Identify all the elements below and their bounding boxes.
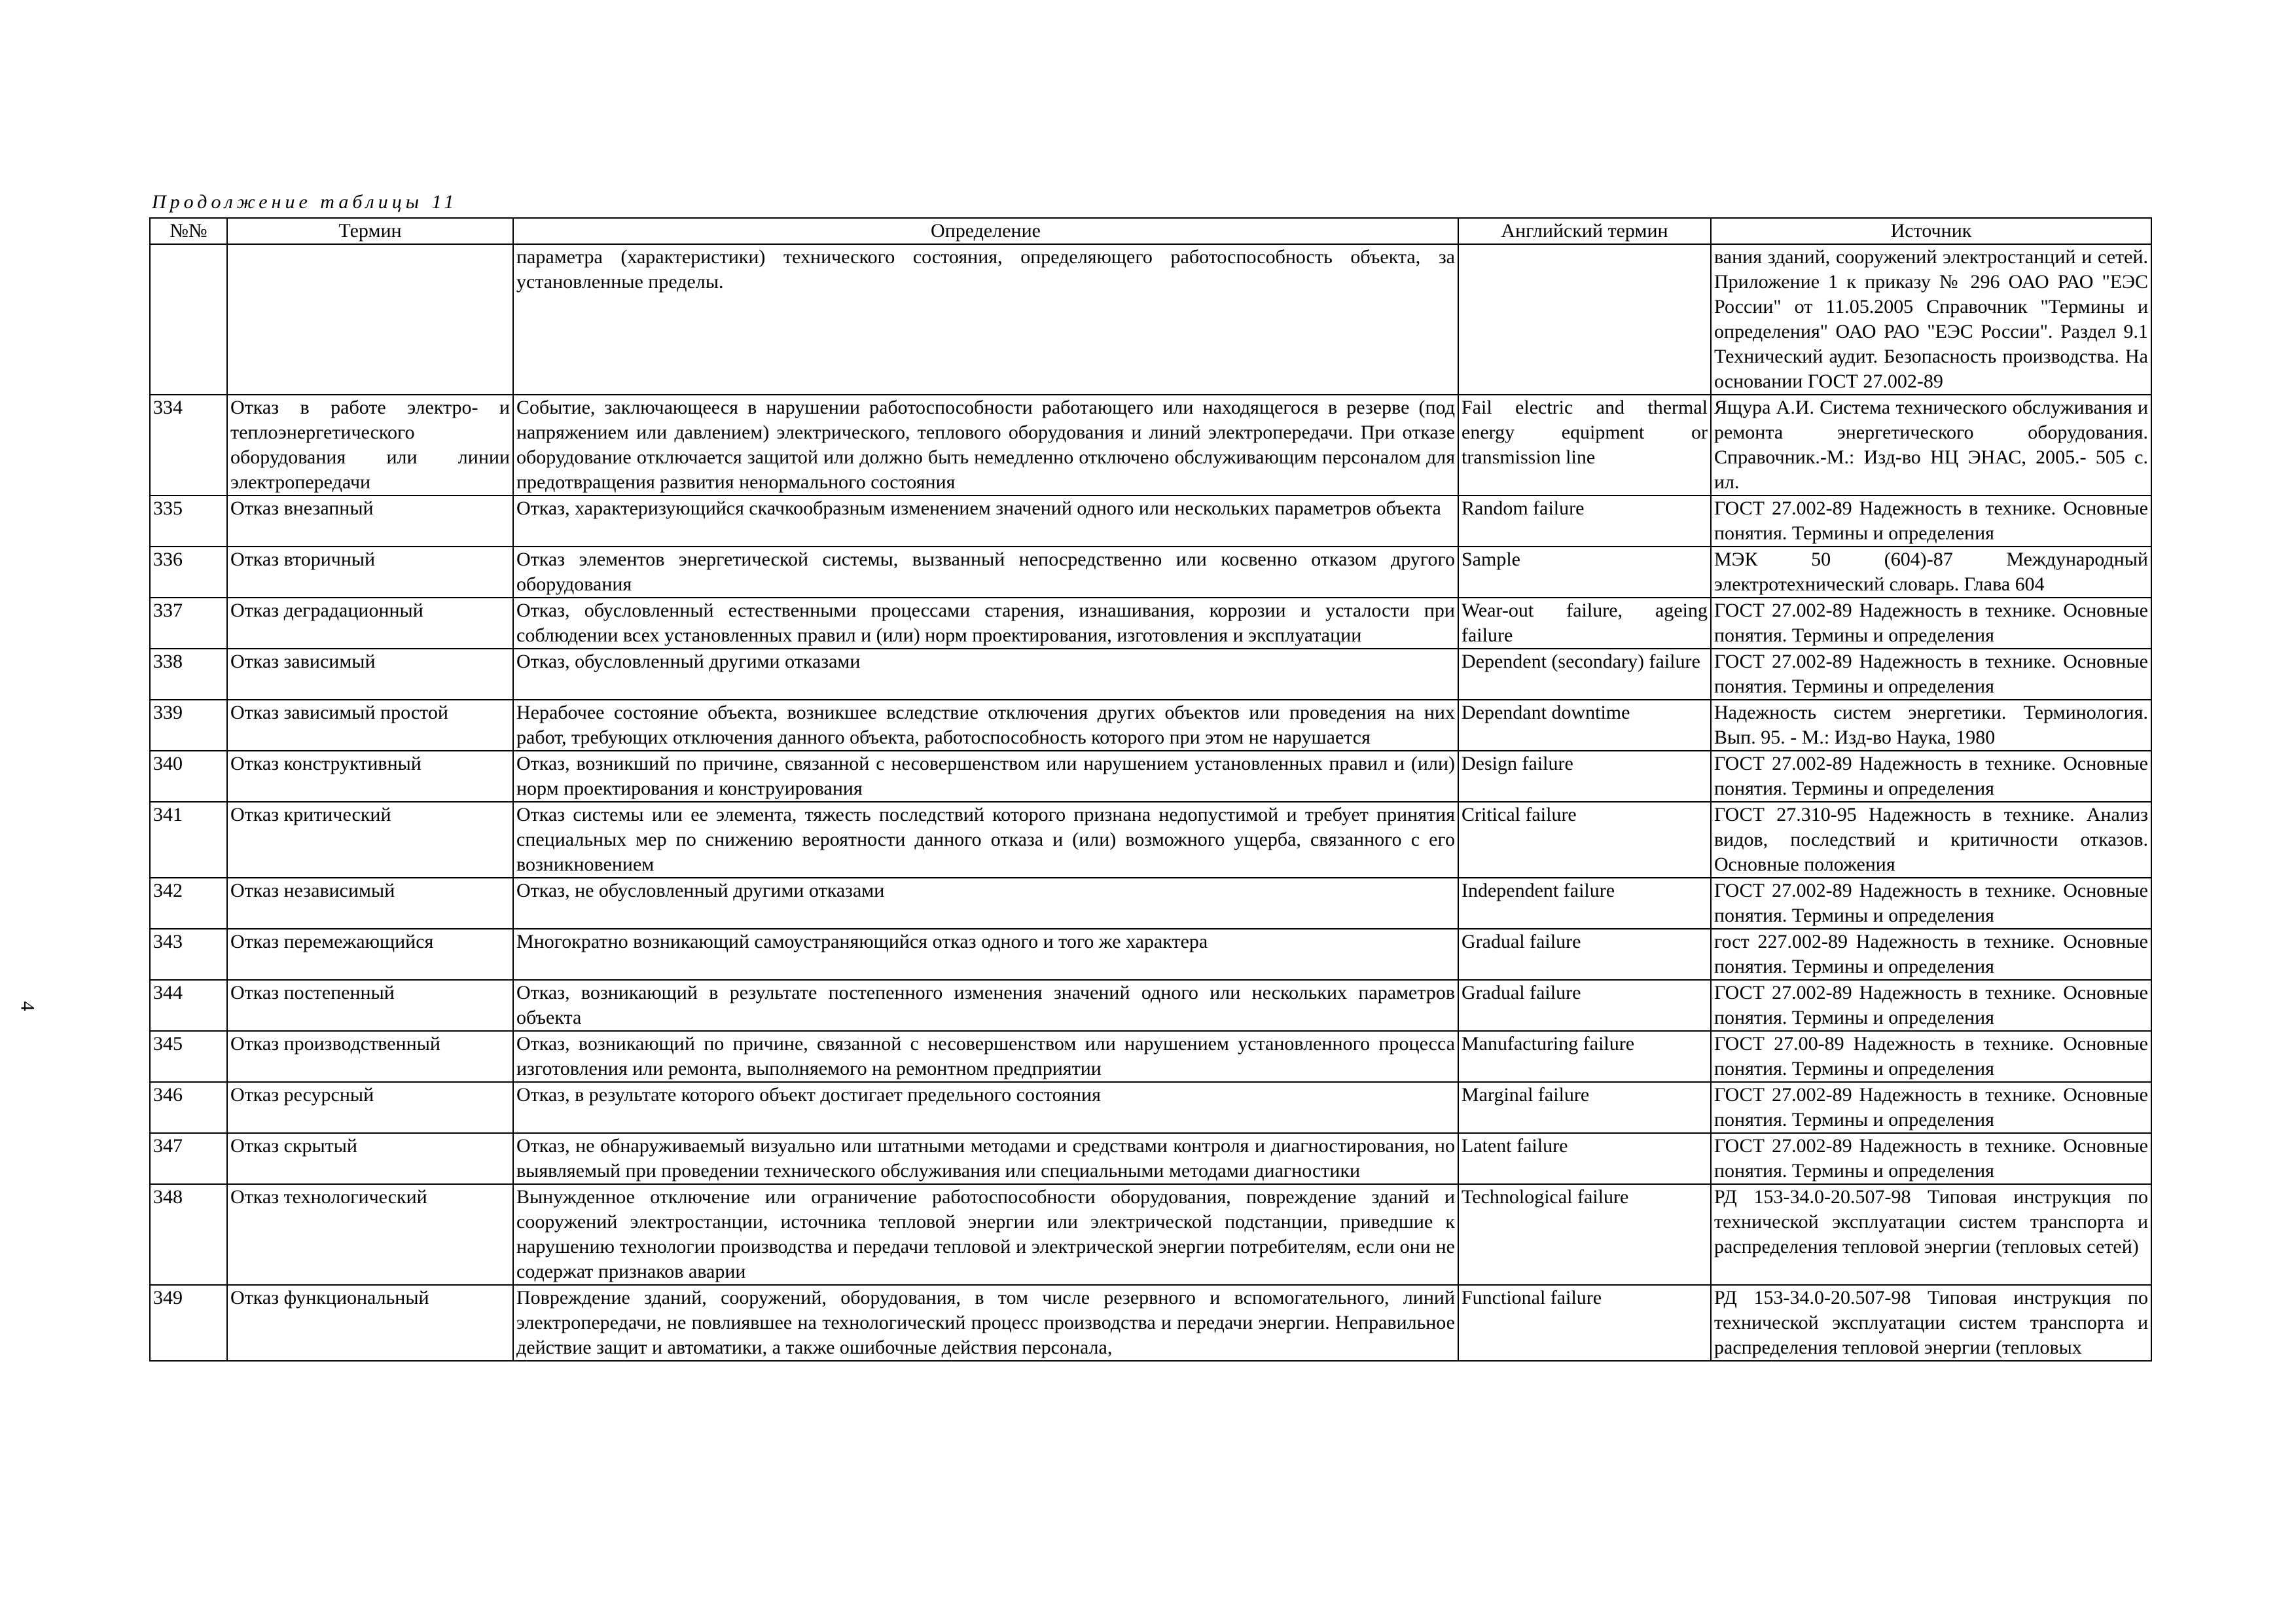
cell-number: 346 [150, 1082, 227, 1133]
cell-definition: Отказ, обусловленный естественными процессами старения, изнашивания, коррозии и усталости при соблюдении всех установленных правил и (или) норм проектирования, изготовления и эксплуатации [513, 598, 1458, 649]
cell-source: ГОСТ 27.002-89 Надежность в технике. Основные понятия. Термины и определения [1711, 1082, 2151, 1133]
table-row [150, 878, 2151, 929]
cell-definition: Событие, заключающееся в нарушении работоспособности работающего или находящегося в резерве (под напряжением или давлением) электрического, теплового оборудования и линий электропередачи. При отказе оборудование отключается защитой или должно быть немедленно отключено обслуживающим персоналом для предотвращения развития ненормального состояния [513, 395, 1458, 496]
cell-term: Отказ независимый [227, 878, 513, 929]
table-row [150, 929, 2151, 980]
cell-source: Надежность систем энергетики. Терминология. Вып. 95. - М.: Изд-во Наука, 1980 [1711, 700, 2151, 751]
cell-term [227, 244, 513, 395]
cell-english-term: Sample [1458, 547, 1711, 598]
cell-source: ГОСТ 27.002-89 Надежность в технике. Основные понятия. Термины и определения [1711, 751, 2151, 802]
table-row [150, 598, 2151, 649]
table-row [150, 980, 2151, 1031]
cell-definition: Повреждение зданий, сооружений, оборудования, в том числе резервного и вспомогательного, линий электропередачи, не повлиявшее на технологический процесс производства и передачи энергии. Неправильное действие защит и автоматики, а также ошибочные действия персонала, [513, 1285, 1458, 1361]
cell-english-term: Gradual failure [1458, 980, 1711, 1031]
cell-english-term: Manufacturing failure [1458, 1031, 1711, 1082]
cell-source: ГОСТ 27.002-89 Надежность в технике. Основные понятия. Термины и определения [1711, 649, 2151, 700]
cell-english-term: Wear-out failure, ageing failure [1458, 598, 1711, 649]
cell-term: Отказ критический [227, 802, 513, 878]
cell-definition: Отказ, возникающий по причине, связанной с несовершенством или нарушением установленного процесса изготовления или ремонта, выполняемого на ремонтном предприятии [513, 1031, 1458, 1082]
header-term: Термин [227, 218, 513, 244]
cell-number: 347 [150, 1133, 227, 1184]
table-row [150, 649, 2151, 700]
cell-term: Отказ внезапный [227, 496, 513, 547]
cell-source: ГОСТ 27.002-89 Надежность в технике. Основные понятия. Термины и определения [1711, 980, 2151, 1031]
cell-number: 335 [150, 496, 227, 547]
cell-english-term: Gradual failure [1458, 929, 1711, 980]
table-row [150, 802, 2151, 878]
table-row [150, 547, 2151, 598]
cell-definition: Многократно возникающий самоустраняющийся отказ одного и того же характера [513, 929, 1458, 980]
cell-definition: Отказ, обусловленный другими отказами [513, 649, 1458, 700]
cell-term: Отказ скрытый [227, 1133, 513, 1184]
cell-source: ГОСТ 27.002-89 Надежность в технике. Основные понятия. Термины и определения [1711, 598, 2151, 649]
cell-term: Отказ технологический [227, 1184, 513, 1285]
cell-definition: Отказ, в результате которого объект достигает предельного состояния [513, 1082, 1458, 1133]
cell-english-term: Dependant downtime [1458, 700, 1711, 751]
cell-source: ГОСТ 27.002-89 Надежность в технике. Основные понятия. Термины и определения [1711, 496, 2151, 547]
cell-number: 349 [150, 1285, 227, 1361]
cell-source: ГОСТ 27.002-89 Надежность в технике. Основные понятия. Термины и определения [1711, 1133, 2151, 1184]
cell-english-term: Random failure [1458, 496, 1711, 547]
cell-english-term: Dependent (secondary) failure [1458, 649, 1711, 700]
cell-source: РД 153-34.0-20.507-98 Типовая инструкция по технической эксплуатации систем транспорта и распределения тепловой энергии (тепловых сетей) [1711, 1184, 2151, 1285]
cell-source: гост 227.002-89 Надежность в технике. Основные понятия. Термины и определения [1711, 929, 2151, 980]
cell-number: 337 [150, 598, 227, 649]
cell-term: Отказ производственный [227, 1031, 513, 1082]
cell-english-term: Critical failure [1458, 802, 1711, 878]
cell-definition: Отказ, не обусловленный другими отказами [513, 878, 1458, 929]
cell-term: Отказ зависимый [227, 649, 513, 700]
cell-definition: Отказ, возникший по причине, связанной с несовершенством или нарушением установленных правил и (или) норм проектирования и конструирования [513, 751, 1458, 802]
table-caption: Продолжение таблицы 11 [152, 191, 458, 213]
cell-term: Отказ деградационный [227, 598, 513, 649]
cell-term: Отказ зависимый простой [227, 700, 513, 751]
cell-term: Отказ вторичный [227, 547, 513, 598]
terms-table [149, 217, 2152, 1362]
table-row [150, 395, 2151, 496]
cell-definition: Отказ, не обнаруживаемый визуально или штатными методами и средствами контроля и диагностирования, но выявляемый при проведении технического обслуживания или специальными методами диагностики [513, 1133, 1458, 1184]
cell-source: Ящура А.И. Система технического обслуживания и ремонта энергетического оборудования. Справочник.-М.: Изд-во НЦ ЭНАС, 2005.- 505 с. ил. [1711, 395, 2151, 496]
header-number: №№ [150, 218, 227, 244]
cell-source: МЭК 50 (604)-87 Международный электротехнический словарь. Глава 604 [1711, 547, 2151, 598]
cell-definition: Отказ, характеризующийся скачкообразным изменением значений одного или нескольких параметров объекта [513, 496, 1458, 547]
table-row [150, 1031, 2151, 1082]
cell-definition: параметра (характеристики) технического состояния, определяющего работоспособность объекта, за установленные пределы. [513, 244, 1458, 395]
cell-term: Отказ постепенный [227, 980, 513, 1031]
cell-number: 338 [150, 649, 227, 700]
header-definition: Определение [513, 218, 1458, 244]
cell-english-term: Design failure [1458, 751, 1711, 802]
table-row [150, 700, 2151, 751]
cell-term: Отказ конструктивный [227, 751, 513, 802]
header-english-term: Английский термин [1458, 218, 1711, 244]
table-row [150, 244, 2151, 395]
cell-definition: Нерабочее состояние объекта, возникшее вследствие отключения других объектов или проведения на них работ, требующих отключения данного объекта, работоспособность которого при этом не нарушается [513, 700, 1458, 751]
cell-english-term [1458, 244, 1711, 395]
page-number: 4 [16, 1001, 39, 1011]
cell-source: ГОСТ 27.00-89 Надежность в технике. Основные понятия. Термины и определения [1711, 1031, 2151, 1082]
table-row [150, 1285, 2151, 1361]
table-row [150, 751, 2151, 802]
cell-number: 348 [150, 1184, 227, 1285]
table-body [150, 244, 2151, 1361]
cell-source: ГОСТ 27.002-89 Надежность в технике. Основные понятия. Термины и определения [1711, 878, 2151, 929]
cell-number: 336 [150, 547, 227, 598]
cell-number: 343 [150, 929, 227, 980]
cell-number [150, 244, 227, 395]
cell-english-term: Fail electric and thermal energy equipment or transmission line [1458, 395, 1711, 496]
cell-number: 341 [150, 802, 227, 878]
cell-definition: Вынужденное отключение или ограничение работоспособности оборудования, повреждение зданий и сооружений электростанции, источника тепловой энергии или электрической подстанции, приведшие к нарушению технологии производства и передачи тепловой и электрической энергии потребителям, если они не содержат признаков аварии [513, 1184, 1458, 1285]
cell-english-term: Independent failure [1458, 878, 1711, 929]
cell-source: РД 153-34.0-20.507-98 Типовая инструкция по технической эксплуатации систем транспорта и распределения тепловой энергии (тепловых [1711, 1285, 2151, 1361]
table-row [150, 496, 2151, 547]
header-source: Источник [1711, 218, 2151, 244]
cell-definition: Отказ элементов энергетической системы, вызванный непосредственно или косвенно отказом другого оборудования [513, 547, 1458, 598]
cell-number: 344 [150, 980, 227, 1031]
cell-number: 340 [150, 751, 227, 802]
cell-number: 342 [150, 878, 227, 929]
cell-english-term: Functional failure [1458, 1285, 1711, 1361]
header-row [150, 218, 2151, 244]
cell-source: ГОСТ 27.310-95 Надежность в технике. Анализ видов, последствий и критичности отказов. Основные положения [1711, 802, 2151, 878]
table-row [150, 1082, 2151, 1133]
cell-source: вания зданий, сооружений электростанций и сетей. Приложение 1 к приказу № 296 ОАО РАО "ЕЭС России" от 11.05.2005 Справочник "Термины и определения" ОАО РАО "ЕЭС России". Раздел 9.1 Технический аудит. Безопасность производства. На основании ГОСТ 27.002-89 [1711, 244, 2151, 395]
cell-number: 334 [150, 395, 227, 496]
table-row [150, 1184, 2151, 1285]
cell-english-term: Latent failure [1458, 1133, 1711, 1184]
cell-definition: Отказ системы или ее элемента, тяжесть последствий которого признана недопустимой и требует принятия специальных мер по снижению вероятности данного отказа и (или) возможного ущерба, связанного с его возникновением [513, 802, 1458, 878]
cell-term: Отказ функциональный [227, 1285, 513, 1361]
cell-english-term: Marginal failure [1458, 1082, 1711, 1133]
cell-number: 345 [150, 1031, 227, 1082]
cell-english-term: Technological failure [1458, 1184, 1711, 1285]
cell-number: 339 [150, 700, 227, 751]
cell-term: Отказ в работе электро- и теплоэнергетического оборудования или линии электропередачи [227, 395, 513, 496]
cell-definition: Отказ, возникающий в результате постепенного изменения значений одного или нескольких параметров объекта [513, 980, 1458, 1031]
cell-term: Отказ перемежающийся [227, 929, 513, 980]
table-row [150, 1133, 2151, 1184]
cell-term: Отказ ресурсный [227, 1082, 513, 1133]
